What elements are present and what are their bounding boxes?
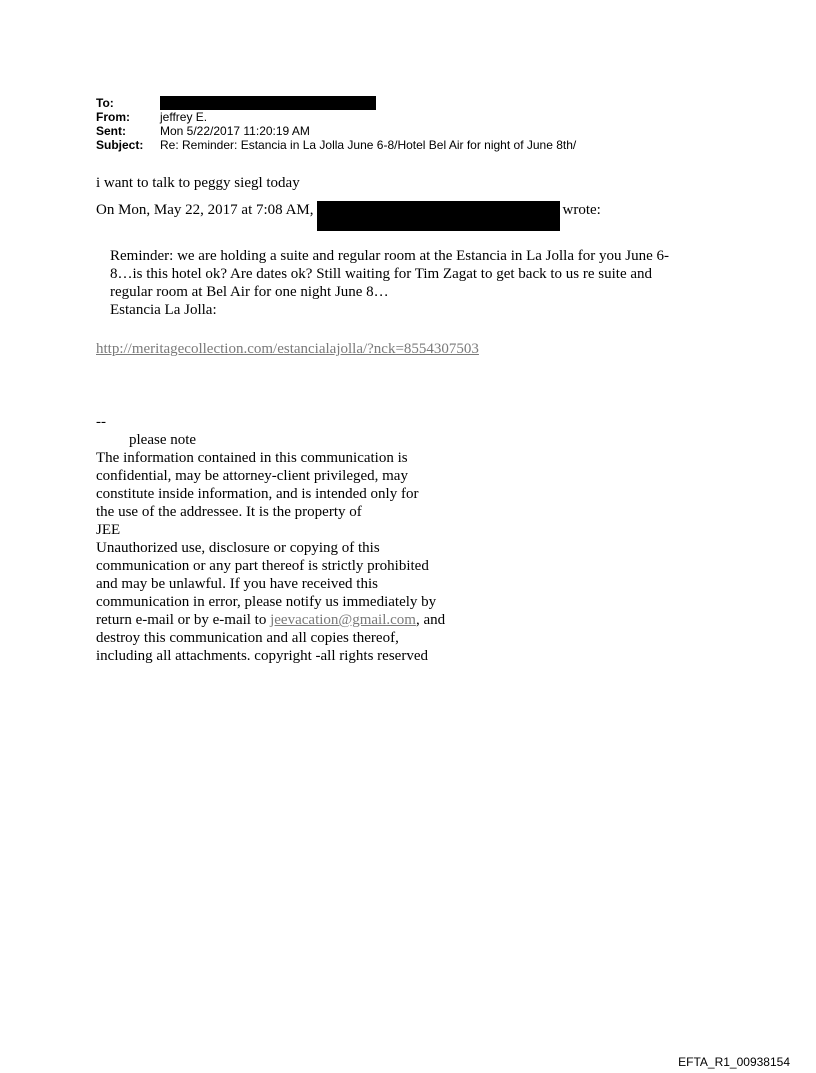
document-id: EFTA_R1_00938154 — [678, 1055, 790, 1069]
to-row — [96, 96, 576, 110]
from-label: From: — [96, 110, 130, 124]
signature-dashes: -- — [96, 414, 106, 430]
disclaimer-line: Unauthorized use, disclosure or copying of this — [96, 540, 380, 556]
disclaimer-line: constitute inside information, and is intended only for — [96, 486, 419, 502]
email-suffix: , and — [415, 612, 446, 628]
disclaimer-line: JEE — [96, 522, 121, 538]
quoted-message — [110, 247, 710, 319]
please-note: please note — [129, 432, 197, 448]
to-label: To: — [96, 96, 114, 110]
sent-value: Mon 5/22/2017 11:20:19 AM — [160, 124, 310, 138]
attribution-wrote: wrote: — [562, 202, 601, 218]
from-row — [96, 110, 576, 124]
link-line — [96, 340, 479, 358]
estancia-link[interactable]: http://meritagecollection.com/estancialajolla/?nck=8554307503 — [96, 341, 479, 357]
from-value: jeffrey E. — [160, 110, 208, 124]
email-prefix: return e-mail or by e-mail to — [96, 612, 271, 628]
to-redaction — [160, 96, 376, 110]
sender-redaction — [317, 201, 560, 231]
disclaimer-line: including all attachments. copyright -all rights reserved — [96, 648, 428, 664]
disclaimer-line: The information contained in this communication is — [96, 450, 408, 466]
quote-line: Reminder: we are holding a suite and regular room at the Estancia in La Jolla for you June 6- — [110, 248, 669, 264]
attribution-prefix: On Mon, May 22, 2017 at 7:08 AM, — [96, 202, 314, 218]
email-link[interactable]: jeevacation@gmail.com — [270, 612, 416, 628]
disclaimer-line: the use of the addressee. It is the property of — [96, 504, 362, 520]
email-header — [96, 96, 576, 152]
disclaimer-line: and may be unlawful. If you have received this — [96, 576, 378, 592]
subject-label: Subject: — [96, 138, 144, 152]
disclaimer-line: destroy this communication and all copies thereof, — [96, 630, 399, 646]
quote-line: Estancia La Jolla: — [110, 302, 217, 318]
signature-block — [96, 413, 496, 665]
quote-attribution — [96, 201, 601, 231]
disclaimer-line: communication in error, please notify us immediately by — [96, 594, 437, 610]
subject-value: Re: Reminder: Estancia in La Jolla June 6-8/Hotel Bel Air for night of June 8th/ — [160, 138, 577, 152]
disclaimer-line: communication or any part thereof is strictly prohibited — [96, 558, 429, 574]
subject-row — [96, 138, 576, 152]
sent-row — [96, 124, 576, 138]
disclaimer-line: confidential, may be attorney-client privileged, may — [96, 468, 408, 484]
disclaimer-email-line — [96, 611, 496, 629]
sent-label: Sent: — [96, 124, 126, 138]
reply-text: i want to talk to peggy siegl today — [96, 175, 300, 191]
quote-line: 8…is this hotel ok? Are dates ok? Still waiting for Tim Zagat to get back to us re suite and — [110, 266, 653, 282]
quote-line: regular room at Bel Air for one night June 8… — [110, 284, 389, 300]
